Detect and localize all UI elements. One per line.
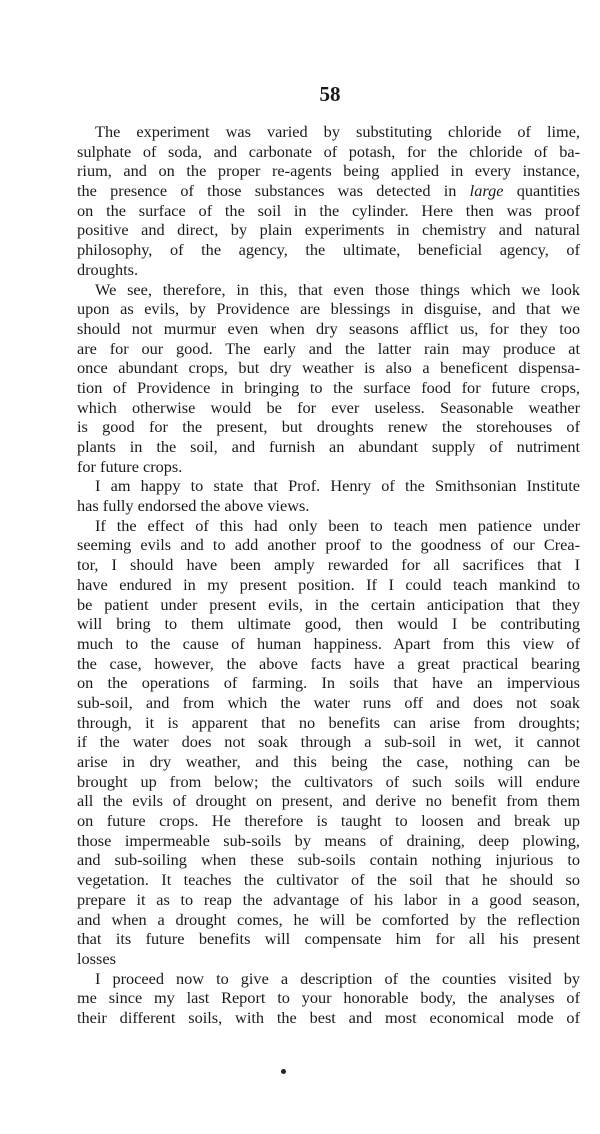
text-line: If the effect of this had only been to teach men patience under	[95, 515, 580, 535]
text-line: rium, and on the proper re-agents being applied in every instance,	[77, 161, 580, 181]
text-line: once abundant crops, but dry weather is also a beneficent dispensa-	[77, 358, 580, 378]
paragraph	[77, 122, 580, 280]
text-line: those impermeable sub-soils by means of draining, deep plowing,	[77, 830, 580, 850]
text-line: The experiment was varied by substituting chloride of lime,	[95, 122, 580, 141]
text-line: their different soils, with the best and most economical mode of	[77, 1007, 580, 1027]
text-line: has fully endorsed the above views.	[77, 496, 310, 516]
text-line: are for our good. The early and the latter rain may produce at	[77, 338, 580, 358]
text-line: plants in the soil, and furnish an abundant supply of nutriment	[77, 437, 580, 456]
text-line: prepare it as to reap the advantage of his labor in a good season,	[77, 889, 580, 909]
text-line: on the operations of farming. In soils that have an impervious	[77, 673, 580, 693]
text-line: tor, I should have been amply rewarded for all sacrifices that I	[77, 555, 580, 575]
text-line: all the evils of drought on present, and derive no benefit from them	[77, 791, 580, 811]
text-line: seeming evils and to add another proof to the goodness of our Crea-	[77, 535, 580, 555]
text-line: and when a drought comes, he will be comforted by the reflection	[77, 909, 580, 929]
text-line: droughts.	[77, 259, 139, 279]
text-segment: quantities	[503, 181, 580, 201]
paragraph	[77, 969, 580, 1028]
page-number: 58	[319, 82, 341, 106]
text-line: upon as evils, by Providence are blessings in disguise, and that we	[77, 299, 580, 319]
text-line: the case, however, the above facts have a great practical bearing	[77, 653, 580, 673]
document-body	[77, 122, 580, 1028]
text-line: losses	[77, 948, 116, 968]
text-line: I proceed now to give a description of the counties visited by	[95, 968, 580, 988]
paragraph	[77, 476, 580, 515]
text-line: We see, therefore, in this, that even those things which we look	[95, 279, 580, 299]
text-line: philosophy, of the agency, the ultimate, beneficial agency, of	[77, 240, 580, 260]
text-line: through, it is apparent that no benefits can arise from droughts;	[77, 712, 580, 732]
text-line: which otherwise would be for ever useless. Seasonable weather	[77, 397, 580, 417]
text-line: I am happy to state that Prof. Henry of the Smithsonian Institute	[95, 476, 580, 496]
text-line: should not murmur even when dry seasons afflict us, for they too	[77, 318, 580, 338]
text-line: brought up from below; the cultivators of such soils will endure	[77, 771, 580, 791]
text-line: if the water does not soak through a sub-soil in wet, it cannot	[77, 732, 580, 752]
text-line: is good for the present, but droughts renew the storehouses of	[77, 417, 580, 437]
italic-text: large	[469, 181, 504, 201]
text-line: and sub-soiling when these sub-soils contain nothing injurious to	[77, 850, 580, 870]
text-line: sub-soil, and from which the water runs off and does not soak	[77, 692, 580, 712]
text-line: have endured in my present position. If I could teach mankind to	[77, 574, 580, 594]
text-line	[77, 181, 580, 201]
text-line: be patient under present evils, in the certain anticipation that they	[77, 594, 580, 614]
text-line: positive and direct, by plain experiments in chemistry and natural	[77, 220, 580, 240]
text-line: arise in dry weather, and this being the case, nothing can be	[77, 752, 580, 771]
paragraph	[77, 280, 580, 477]
print-speck	[281, 1069, 286, 1074]
text-line: much to the cause of human happiness. Apart from this view of	[77, 633, 580, 653]
text-line: sulphate of soda, and carbonate of potash, for the chloride of ba-	[77, 141, 580, 161]
text-line: will bring to them ultimate good, then would I be contributing	[77, 614, 580, 634]
text-segment: the presence of those substances was detected in	[77, 181, 470, 201]
text-line: on the surface of the soil in the cylinder. Here then was proof	[77, 200, 580, 220]
text-line: for future crops.	[77, 456, 183, 476]
text-line: me since my last Report to your honorable body, the analyses of	[77, 988, 580, 1008]
paragraph	[77, 516, 580, 969]
text-line: on future crops. He therefore is taught to loosen and break up	[77, 811, 580, 831]
text-line: tion of Providence in bringing to the surface food for future crops,	[77, 377, 580, 397]
text-line: vegetation. It teaches the cultivator of the soil that he should so	[77, 870, 580, 890]
text-line: that its future benefits will compensate him for all his present	[77, 929, 580, 949]
